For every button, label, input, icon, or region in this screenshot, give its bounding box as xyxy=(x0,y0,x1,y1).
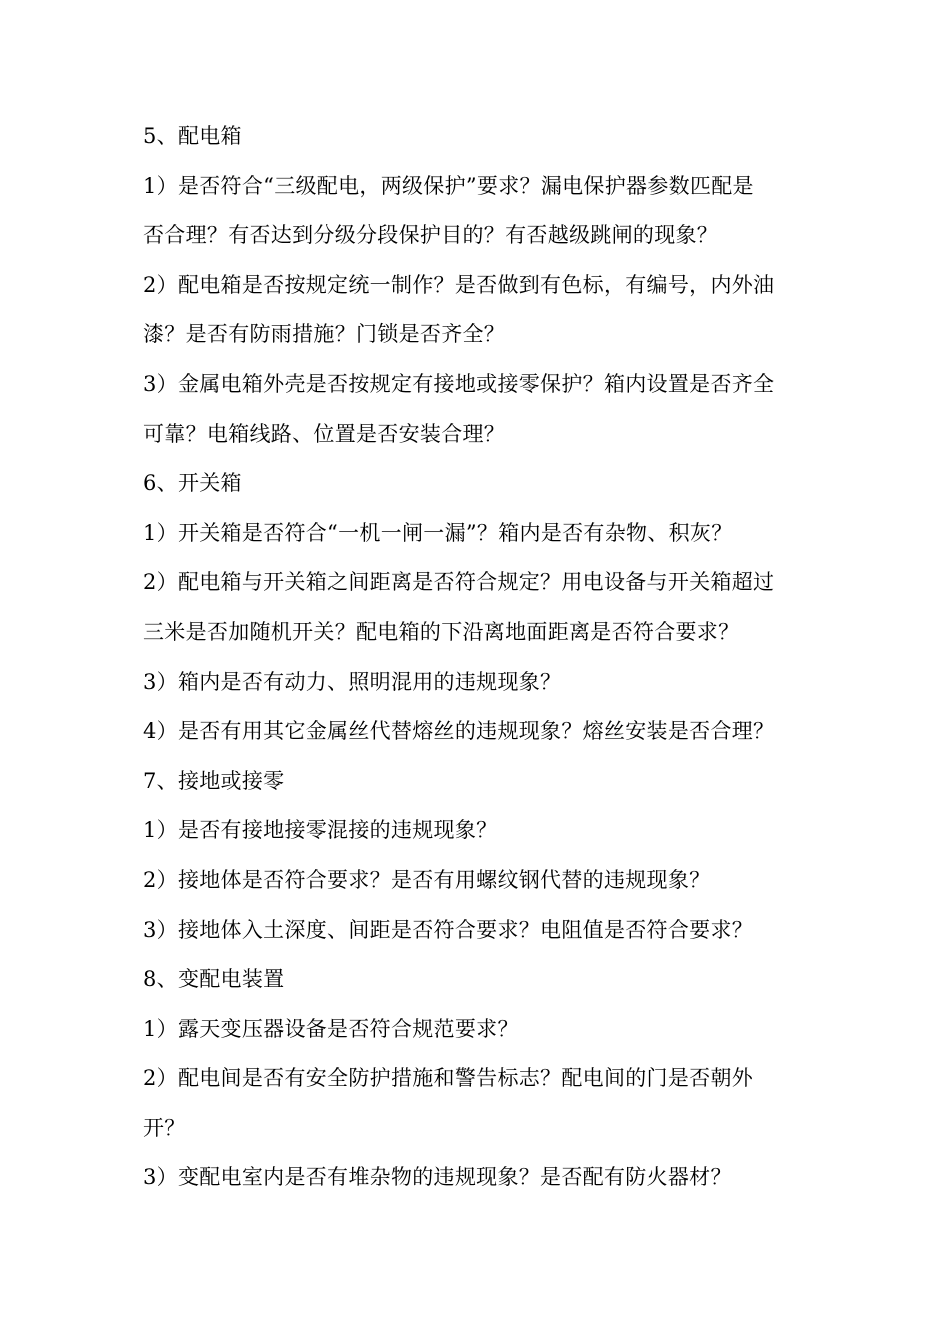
paragraph-line: 1）开关箱是否符合“一机一闸一漏”？箱内是否有杂物、积灰？ xyxy=(143,520,733,545)
document-body xyxy=(143,112,823,1203)
paragraph-line: 三米是否加随机开关？配电箱的下沿离地面距离是否符合要求？ xyxy=(143,619,740,644)
paragraph-line: 2）配电间是否有安全防护措施和警告标志？配电间的门是否朝外 xyxy=(143,1066,754,1091)
paragraph-line: 1）是否符合“三级配电，两级保护”要求？漏电保护器参数匹配是 xyxy=(143,173,754,198)
paragraph-line: 3）变配电室内是否有堆杂物的违规现象？是否配有防火器材？ xyxy=(143,1165,732,1190)
paragraph-line: 4）是否有用其它金属丝代替熔丝的违规现象？熔丝安装是否合理？ xyxy=(143,719,775,744)
paragraph-line: 否合理？有否达到分级分段保护目的？有否越级跳闸的现象？ xyxy=(143,223,719,248)
paragraph-line: 1）露天变压器设备是否符合规范要求？ xyxy=(143,1016,519,1041)
paragraph-line: 1）是否有接地接零混接的违规现象？ xyxy=(143,818,498,843)
paragraph-line: 漆？是否有防雨措施？门锁是否齐全？ xyxy=(143,322,506,347)
section-heading-grounding: 7、接地或接零 xyxy=(143,768,285,793)
paragraph-line: 2）配电箱与开关箱之间距离是否符合规定？用电设备与开关箱超过 xyxy=(143,570,775,595)
section-heading-switch-box: 6、开关箱 xyxy=(143,471,242,496)
paragraph-line: 3）接地体入土深度、间距是否符合要求？电阻值是否符合要求？ xyxy=(143,917,754,942)
paragraph-line: 可靠？电箱线路、位置是否安装合理？ xyxy=(143,421,506,446)
section-heading-substation: 8、变配电装置 xyxy=(143,967,285,992)
section-heading-distribution-box: 5、配电箱 xyxy=(143,124,242,148)
paragraph-line: 3）箱内是否有动力、照明混用的违规现象？ xyxy=(143,669,562,694)
paragraph-line: 2）接地体是否符合要求？是否有用螺纹钢代替的违规现象？ xyxy=(143,867,711,892)
paragraph-line: 开？ xyxy=(143,1115,186,1140)
paragraph-line: 3）金属电箱外壳是否按规定有接地或接零保护？箱内设置是否齐全 xyxy=(143,371,775,396)
paragraph-line: 2）配电箱是否按规定统一制作？是否做到有色标，有编号，内外油 xyxy=(143,272,775,297)
